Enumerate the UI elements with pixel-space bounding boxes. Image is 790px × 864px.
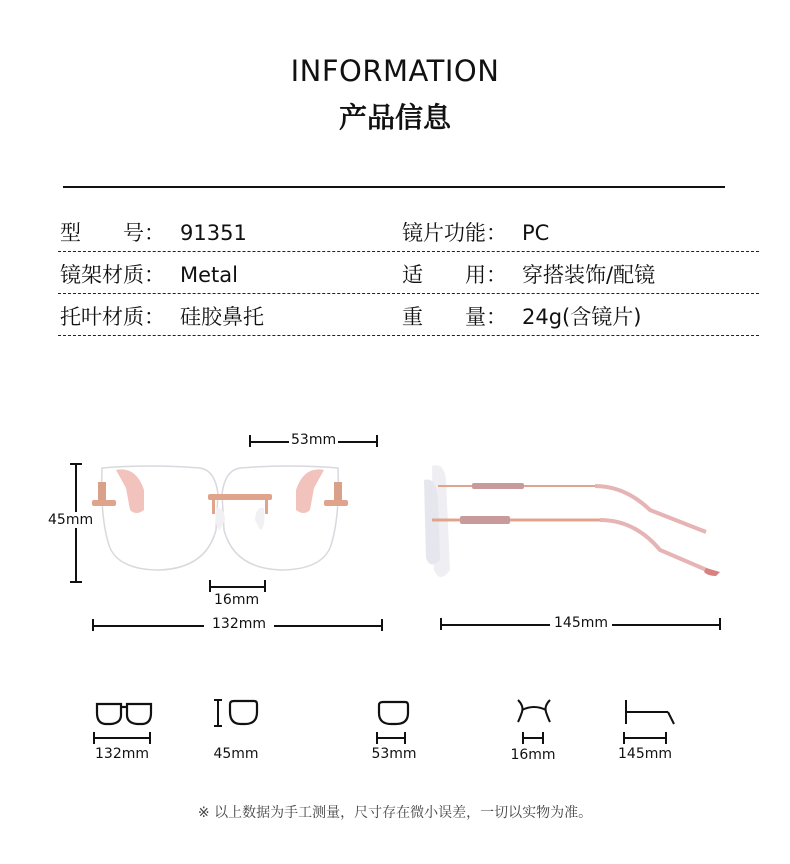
frame-width-icon: [94, 701, 154, 727]
bridge-label: 16mm: [214, 592, 260, 608]
dim-tick: [249, 435, 251, 447]
spec-label-lens-function: 镜片功能：: [402, 221, 507, 245]
title-chinese: 产品信息: [338, 101, 451, 134]
total-width-label: 132mm: [204, 616, 274, 632]
icon-label-16: 16mm: [510, 747, 556, 763]
bridge-dim-icon: [522, 732, 544, 744]
temple-icon: [622, 698, 678, 726]
frame-width-dim-icon: [93, 732, 151, 744]
front-view-diagram: [40, 420, 400, 640]
spec-value-nosepad-material: 硅胶鼻托: [180, 305, 264, 329]
dashed-divider: [58, 251, 759, 252]
dashed-divider: [58, 293, 759, 294]
icon-label-53: 53mm: [371, 746, 417, 762]
lens-height-icon: [214, 698, 260, 728]
glasses-side-illustration: [410, 440, 740, 640]
icon-label-45: 45mm: [213, 746, 259, 762]
dim-tick: [440, 618, 442, 630]
title-english: INFORMATION: [290, 54, 500, 88]
spec-row-1: [58, 214, 759, 252]
spec-table: [58, 214, 759, 340]
temple-length-label: 145mm: [550, 615, 612, 631]
lens-width-dim-icon: [376, 732, 406, 744]
header-divider: [63, 186, 725, 188]
spec-label-usage: 适 用：: [402, 263, 507, 287]
dim-tick: [719, 618, 721, 630]
dim-tick: [209, 580, 211, 592]
measurement-icons-row: [80, 685, 700, 770]
dim-tick: [381, 619, 383, 631]
bridge-icon: [516, 698, 552, 724]
spec-value-weight: 24g(含镜片): [522, 305, 642, 329]
dashed-divider: [58, 335, 759, 336]
spec-label-frame-material: 镜架材质：: [60, 263, 165, 287]
dim-tick: [264, 580, 266, 592]
measurement-disclaimer: ※ 以上数据为手工测量，尺寸存在微小误差，一切以实物为准。: [197, 805, 593, 821]
dim-tick: [376, 435, 378, 447]
spec-label-weight: 重 量：: [402, 305, 507, 329]
spec-value-model: 91351: [180, 221, 247, 245]
dim-tick: [92, 619, 94, 631]
lens-height-label: 45mm: [48, 512, 94, 528]
icon-label-145: 145mm: [618, 746, 672, 762]
spec-value-lens-function: PC: [522, 221, 550, 245]
lens-width-label: 53mm: [291, 432, 337, 448]
spec-row-2: [58, 256, 759, 294]
lens-width-icon: [376, 700, 410, 726]
spec-value-frame-material: Metal: [180, 263, 238, 287]
dim-tick: [70, 581, 82, 583]
temple-dim-icon: [623, 732, 667, 744]
bridge-dim-line: [210, 586, 266, 588]
side-view-diagram: [410, 440, 740, 640]
spec-label-nosepad-material: 托叶材质：: [60, 305, 165, 329]
icon-label-132: 132mm: [95, 746, 149, 762]
spec-value-usage: 穿搭装饰/配镜: [522, 263, 656, 287]
spec-label-model: 型 号：: [60, 221, 165, 245]
spec-row-3: [58, 298, 759, 336]
dim-tick: [70, 463, 82, 465]
